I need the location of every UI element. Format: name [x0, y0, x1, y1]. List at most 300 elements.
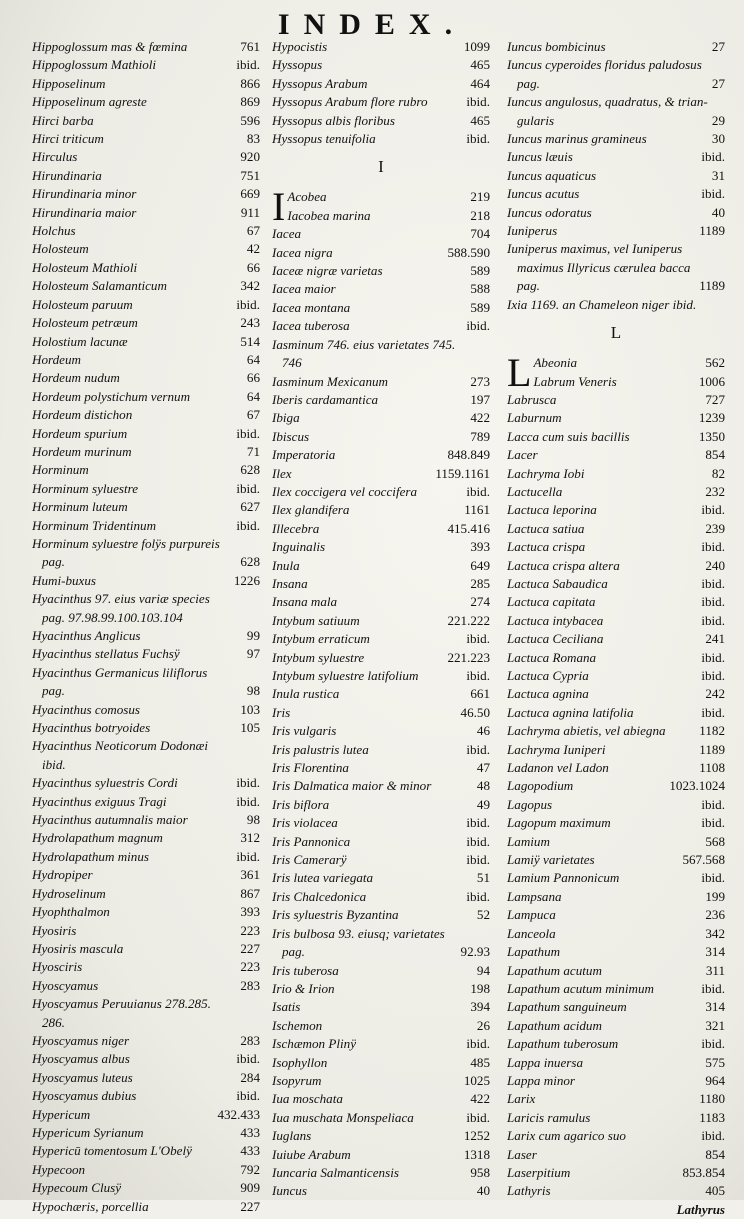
- entry-term: Iuncus: [272, 1183, 307, 1199]
- entry-term: Lactuca crispa: [507, 539, 586, 555]
- entry-term: Horminum Tridentinum: [32, 517, 157, 533]
- index-entry: [272, 299, 490, 317]
- index-entry: [507, 75, 725, 93]
- index-entry: [32, 148, 260, 166]
- index-entry: [32, 314, 260, 332]
- entry-term: Ibiscus: [272, 428, 310, 444]
- index-entry: [272, 630, 490, 648]
- index-entry: [507, 704, 725, 722]
- entry-term: Lapathum acutum: [507, 962, 602, 978]
- index-entry: [272, 465, 490, 483]
- entry-page: 853.854: [682, 1164, 725, 1180]
- index-entry: [507, 148, 725, 166]
- entry-term: Inula: [272, 557, 300, 573]
- entry-page: 40: [476, 1183, 490, 1199]
- entry-page: ibid.: [236, 57, 260, 73]
- entry-term: Lappa minor: [507, 1072, 576, 1088]
- entry-term: Iuniperus maximus, vel Iuniperus: [507, 241, 683, 257]
- index-entry: [32, 1142, 260, 1160]
- entry-page: ibid.: [701, 649, 725, 665]
- index-entry: [272, 317, 490, 335]
- entry-term: Lapathum acidum: [507, 1017, 602, 1033]
- entry-term: Lactuca capitata: [507, 594, 596, 610]
- section-letter: I: [378, 157, 384, 177]
- entry-page: ibid.: [466, 631, 490, 647]
- index-entry: [272, 722, 490, 740]
- entry-page: 283: [240, 977, 260, 993]
- index-entry: [32, 240, 260, 258]
- index-entry: [32, 1014, 260, 1032]
- index-entry: [32, 1050, 260, 1068]
- entry-term: Acobea: [287, 189, 327, 205]
- entry-page: 105: [240, 720, 260, 736]
- entry-page: 361: [240, 867, 260, 883]
- entry-term: Lactuca agnina latifolia: [507, 704, 634, 720]
- index-entry: [32, 977, 260, 995]
- entry-term: Lactuca satiua: [507, 520, 585, 536]
- index-entry: [32, 885, 260, 903]
- index-entry: [272, 1072, 490, 1090]
- entry-term: Humi-buxus: [32, 572, 97, 588]
- entry-term: Hordeum murinum: [32, 443, 132, 459]
- index-entry: [32, 351, 260, 369]
- entry-term: Iacea nigra: [272, 244, 333, 260]
- entry-term: Imperatoria: [272, 447, 336, 463]
- entry-term: Lacca cum suis bacillis: [507, 428, 630, 444]
- entry-page: 628: [240, 462, 260, 478]
- entry-term: Hydroselinum: [32, 885, 106, 901]
- entry-term: gularis: [517, 112, 555, 128]
- entry-page: ibid.: [701, 594, 725, 610]
- entry-term: Hyosiris mascula: [32, 940, 124, 956]
- entry-page: 854: [705, 447, 725, 463]
- entry-term: Hirundinaria minor: [32, 186, 137, 202]
- index-entry: [507, 409, 725, 427]
- entry-page: 27: [711, 75, 725, 91]
- entry-term: Ladanon vel Ladon: [507, 760, 609, 776]
- entry-page: 669: [240, 186, 260, 202]
- entry-term: Intybum syluestre: [272, 649, 365, 665]
- entry-term: Lappa inuersa: [507, 1054, 584, 1070]
- index-entry: [32, 756, 260, 774]
- entry-term: Hippoglossum Mathioli: [32, 57, 157, 73]
- entry-page: 82: [711, 465, 725, 481]
- entry-page: ibid.: [236, 425, 260, 441]
- entry-term: Isatis: [272, 999, 301, 1015]
- index-entry: [272, 962, 490, 980]
- entry-page: 761: [240, 39, 260, 54]
- index-entry: [272, 741, 490, 759]
- entry-page: 312: [240, 830, 260, 846]
- entry-term: Iris: [272, 704, 291, 720]
- entry-term: Hyoscyamus luteus: [32, 1069, 133, 1085]
- entry-page: 67: [246, 407, 260, 423]
- index-entry: [272, 1090, 490, 1108]
- index-entry: [32, 829, 260, 847]
- entry-page: ibid.: [236, 1051, 260, 1067]
- entry-term: Hordeum polystichum vernum: [32, 388, 191, 404]
- entry-term: maximus Illyricus cærulea bacca: [517, 259, 691, 275]
- drop-cap: I: [272, 188, 286, 226]
- index-entry: [272, 796, 490, 814]
- entry-term: Iris biflora: [272, 796, 330, 812]
- entry-term: Holosteum paruum: [32, 296, 133, 312]
- index-entry: [507, 277, 725, 295]
- index-entry: [32, 167, 260, 185]
- entry-term: Hordeum: [32, 351, 81, 367]
- entry-page: 99: [246, 628, 260, 643]
- index-entry: [272, 409, 490, 427]
- index-entry: [507, 501, 725, 519]
- index-entry: [507, 722, 725, 740]
- entry-page: ibid.: [236, 1088, 260, 1104]
- entry-term: Hypericū tomentosum L'Obelÿ: [32, 1143, 192, 1159]
- index-entry: [507, 167, 725, 185]
- index-entry: [32, 480, 260, 498]
- index-entry: [32, 1161, 260, 1179]
- entry-page: 433: [240, 1143, 260, 1159]
- entry-term: Iasminum Mexicanum: [272, 373, 388, 389]
- entry-term: Lactuca Ceciliana: [507, 631, 604, 647]
- index-entry: [32, 903, 260, 921]
- entry-term: Lactucella: [507, 483, 563, 499]
- index-entry: [32, 848, 260, 866]
- entry-term: Iuglans: [272, 1128, 312, 1144]
- entry-page: ibid.: [466, 94, 490, 110]
- entry-page: 1189: [699, 223, 725, 239]
- entry-term: Lagopum maximum: [507, 815, 611, 831]
- entry-page: 103: [240, 701, 260, 717]
- entry-term: Hyssopus: [272, 57, 323, 73]
- entry-page: 321: [705, 1017, 725, 1033]
- entry-page: ibid.: [701, 612, 725, 628]
- index-entry: [287, 207, 490, 225]
- index-entry: [507, 483, 725, 501]
- entry-term: Lamium: [507, 833, 550, 849]
- entry-term: Holosteum Salamanticum: [32, 278, 167, 294]
- entry-term: Lactuca agnina: [507, 686, 589, 702]
- entry-term: 746: [282, 355, 302, 371]
- entry-term: Ilex coccigera vel coccifera: [272, 483, 418, 499]
- entry-page: 1099: [463, 39, 490, 54]
- section-letter: L: [610, 323, 622, 343]
- index-entry: [32, 112, 260, 130]
- entry-term: Iris vulgaris: [272, 723, 337, 739]
- entry-page: 40: [711, 204, 725, 220]
- index-entry: [507, 222, 725, 240]
- entry-term: Hyoscyamus albus: [32, 1051, 130, 1067]
- entry-page: 223: [240, 922, 260, 938]
- index-entry: [272, 336, 490, 354]
- entry-term: Iris lutea variegata: [272, 870, 374, 886]
- entry-term: Iris bulbosa 93. eiusq; varietates: [272, 925, 445, 941]
- entry-page: 1183: [699, 1109, 725, 1125]
- entry-page: ibid.: [466, 1036, 490, 1052]
- entry-term: pag.: [282, 944, 305, 960]
- index-entry: [507, 93, 725, 111]
- index-column-3: [507, 38, 725, 1219]
- index-entry: [507, 851, 725, 869]
- entry-term: Hipposelinum: [32, 75, 106, 91]
- entry-page: 867: [240, 885, 260, 901]
- entry-page: ibid.: [701, 502, 725, 518]
- entry-term: Lacer: [507, 447, 538, 463]
- entry-page: 92.93: [460, 944, 490, 960]
- entry-page: 920: [240, 149, 260, 165]
- index-column-1: [32, 38, 260, 1216]
- entry-page: ibid.: [466, 1109, 490, 1125]
- index-entry: [272, 777, 490, 795]
- entry-page: 422: [470, 410, 490, 426]
- index-entry: [272, 906, 490, 924]
- index-entry: [272, 685, 490, 703]
- entry-term: pag. 97.98.99.100.103.104: [42, 609, 183, 625]
- entry-term: Lamiÿ varietates: [507, 852, 595, 868]
- index-entry: [507, 943, 725, 961]
- index-entry: [272, 1182, 490, 1200]
- entry-page: 854: [705, 1146, 725, 1162]
- entry-term: Horminum syluestre: [32, 480, 139, 496]
- entry-term: Hirci triticum: [32, 131, 104, 147]
- index-entry: [507, 465, 725, 483]
- entry-term: pag.: [517, 75, 540, 91]
- entry-term: Holosteum: [32, 241, 89, 257]
- entry-term: Lagopodium: [507, 778, 574, 794]
- entry-page: 52: [476, 907, 490, 923]
- index-entry: [32, 1069, 260, 1087]
- index-entry: [272, 943, 490, 961]
- entry-page: ibid.: [236, 480, 260, 496]
- entry-page: 30: [711, 131, 725, 147]
- index-entry: [32, 369, 260, 387]
- entry-page: ibid.: [701, 815, 725, 831]
- index-entry: [507, 630, 725, 648]
- entry-page: 66: [246, 259, 260, 275]
- entry-term: Hydrolapathum magnum: [32, 830, 163, 846]
- entry-page: 285: [470, 575, 490, 591]
- index-entry: [507, 1109, 725, 1127]
- entry-page: 433: [240, 1124, 260, 1140]
- index-entry: [272, 612, 490, 630]
- index-entry: [32, 517, 260, 535]
- entry-term: Iuncus angulosus, quadratus, & trian-: [507, 94, 708, 110]
- entry-term: Lachryma abietis, vel abiegna: [507, 723, 666, 739]
- index-entry: [507, 1072, 725, 1090]
- entry-term: Hyacinthus 97. eius variæ species: [32, 591, 210, 607]
- entry-page: 1189: [699, 278, 725, 294]
- index-entry: [533, 373, 725, 391]
- entry-term: Hyoscyamus niger: [32, 1032, 130, 1048]
- entry-term: Iuncus odoratus: [507, 204, 592, 220]
- index-entry: [272, 925, 490, 943]
- index-entry: [272, 1035, 490, 1053]
- entry-term: Lapathum tuberosum: [507, 1036, 619, 1052]
- entry-page: ibid.: [701, 1036, 725, 1052]
- index-entry: [507, 796, 725, 814]
- entry-page: 223: [240, 959, 260, 975]
- entry-term: Abeonia: [533, 355, 578, 371]
- section-first-entries: [507, 354, 725, 391]
- entry-term: Hyoscyamus dubius: [32, 1088, 137, 1104]
- entry-page: 198: [470, 980, 490, 996]
- entry-page: 422: [470, 1091, 490, 1107]
- entry-term: Hyssopus Arabum: [272, 75, 368, 91]
- entry-page: 588.590: [447, 244, 490, 260]
- entry-term: Iris Florentina: [272, 760, 349, 776]
- index-entry: [32, 737, 260, 755]
- entry-page: 1350: [698, 428, 725, 444]
- entry-term: Lactuca crispa altera: [507, 557, 620, 573]
- index-entry: [32, 811, 260, 829]
- entry-term: Insana: [272, 575, 308, 591]
- entry-term: Hyoscyamus: [32, 977, 99, 993]
- entry-term: Lagopus: [507, 796, 553, 812]
- entry-page: 66: [246, 370, 260, 386]
- index-entry: [507, 1054, 725, 1072]
- index-entry: [507, 520, 725, 538]
- entry-page: 221.222: [447, 612, 490, 628]
- entry-term: Iris Pannonica: [272, 833, 351, 849]
- entry-page: 98: [246, 683, 260, 699]
- index-entry: [507, 1146, 725, 1164]
- index-entry: [507, 814, 725, 832]
- catchword: Lathyrus: [676, 1201, 725, 1217]
- entry-term: Ischemon: [272, 1017, 323, 1033]
- entry-term: Iris Dalmatica maior & minor: [272, 778, 432, 794]
- index-entry: [32, 774, 260, 792]
- entry-term: Isophyllon: [272, 1054, 328, 1070]
- entry-page: 394: [470, 999, 490, 1015]
- index-entry: [272, 428, 490, 446]
- entry-page: ibid.: [701, 539, 725, 555]
- entry-term: Iuncus marinus gramineus: [507, 131, 647, 147]
- entry-term: Labrusca: [507, 391, 557, 407]
- index-entry: [32, 461, 260, 479]
- entry-page: 964: [705, 1072, 725, 1088]
- entry-page: 514: [240, 333, 260, 349]
- entry-term: Iuncus bombicinus: [507, 39, 606, 54]
- entry-page: ibid.: [236, 775, 260, 791]
- entry-page: ibid.: [701, 704, 725, 720]
- entry-term: Lampuca: [507, 907, 556, 923]
- entry-page: 342: [705, 925, 725, 941]
- entry-page: 284: [240, 1069, 260, 1085]
- entry-term: Hyoscyamus Peruuianus 278.285.: [32, 996, 211, 1012]
- entry-term: Hypericum Syrianum: [32, 1124, 144, 1140]
- entry-page: 1159.1161: [435, 465, 490, 481]
- index-entry: [272, 1146, 490, 1164]
- index-entry: [272, 869, 490, 887]
- entry-page: 727: [705, 391, 725, 407]
- entry-page: 221.223: [447, 649, 490, 665]
- index-entry: [272, 373, 490, 391]
- index-entry: [272, 262, 490, 280]
- entry-page: 67: [246, 223, 260, 239]
- index-entry: [32, 204, 260, 222]
- index-entry: [507, 998, 725, 1016]
- entry-page: 866: [240, 75, 260, 91]
- entry-page: 236: [705, 907, 725, 923]
- entry-page: 465: [470, 112, 490, 128]
- entry-page: 405: [705, 1183, 725, 1199]
- index-entry: [32, 1106, 260, 1124]
- index-entry: [507, 962, 725, 980]
- index-entry: [272, 851, 490, 869]
- entry-term: Hirculus: [32, 149, 78, 165]
- index-entry: [32, 56, 260, 74]
- index-entry: [32, 609, 260, 627]
- entry-term: Hyacinthus autumnalis maior: [32, 812, 188, 828]
- index-entry: [32, 130, 260, 148]
- index-entry: [32, 333, 260, 351]
- index-entry: [32, 995, 260, 1013]
- entry-page: ibid.: [701, 1128, 725, 1144]
- entry-term: Lachryma Iobi: [507, 465, 585, 481]
- page-title: INDEX.: [277, 8, 467, 41]
- entry-term: Hordeum spurium: [32, 425, 128, 441]
- entry-page: 589: [470, 263, 490, 279]
- index-entry: [507, 130, 725, 148]
- entry-page: 464: [470, 75, 490, 91]
- entry-term: Iris Chalcedonica: [272, 888, 367, 904]
- index-entry: [272, 1054, 490, 1072]
- entry-page: 47: [476, 760, 490, 776]
- entry-page: 227: [240, 940, 260, 956]
- index-entry: [272, 1109, 490, 1127]
- index-entry: [32, 222, 260, 240]
- index-entry: [507, 649, 725, 667]
- entry-page: 48: [476, 778, 490, 794]
- index-entry: [272, 520, 490, 538]
- entry-page: ibid.: [236, 848, 260, 864]
- entry-term: Hypericum: [32, 1106, 91, 1122]
- entry-page: 958: [470, 1164, 490, 1180]
- index-entry: [32, 185, 260, 203]
- entry-page: 1108: [699, 760, 725, 776]
- entry-term: Iuncus acutus: [507, 186, 580, 202]
- index-column-2: [272, 38, 490, 1201]
- entry-term: Iacea maior: [272, 281, 336, 297]
- entry-term: Horminum luteum: [32, 499, 128, 515]
- index-entry: [272, 483, 490, 501]
- entry-term: Hyssopus albis floribus: [272, 112, 395, 128]
- entry-page: 848.849: [447, 447, 490, 463]
- index-entry: [507, 112, 725, 130]
- index-entry: [32, 719, 260, 737]
- entry-page: 240: [705, 557, 725, 573]
- index-entry: [507, 1127, 725, 1145]
- entry-page: 242: [705, 686, 725, 702]
- entry-term: Iris Camerarÿ: [272, 852, 347, 868]
- entry-term: Hordeum nudum: [32, 370, 120, 386]
- entry-page: 661: [470, 686, 490, 702]
- entry-page: 789: [470, 428, 490, 444]
- entry-page: 98: [246, 812, 260, 828]
- entry-term: Hypocistis: [272, 39, 328, 54]
- entry-page: 46: [476, 723, 490, 739]
- index-entry: [272, 501, 490, 519]
- entry-page: 97: [246, 646, 260, 662]
- entry-term: pag.: [42, 554, 65, 570]
- entry-term: Lachryma Iuniperi: [507, 741, 606, 757]
- entry-page: 241: [705, 631, 725, 647]
- entry-term: Holostium lacunæ: [32, 333, 128, 349]
- index-entry: [507, 777, 725, 795]
- entry-page: 568: [705, 833, 725, 849]
- index-entry: [272, 130, 490, 148]
- entry-page: 869: [240, 94, 260, 110]
- entry-term: Larix cum agarico suo: [507, 1128, 626, 1144]
